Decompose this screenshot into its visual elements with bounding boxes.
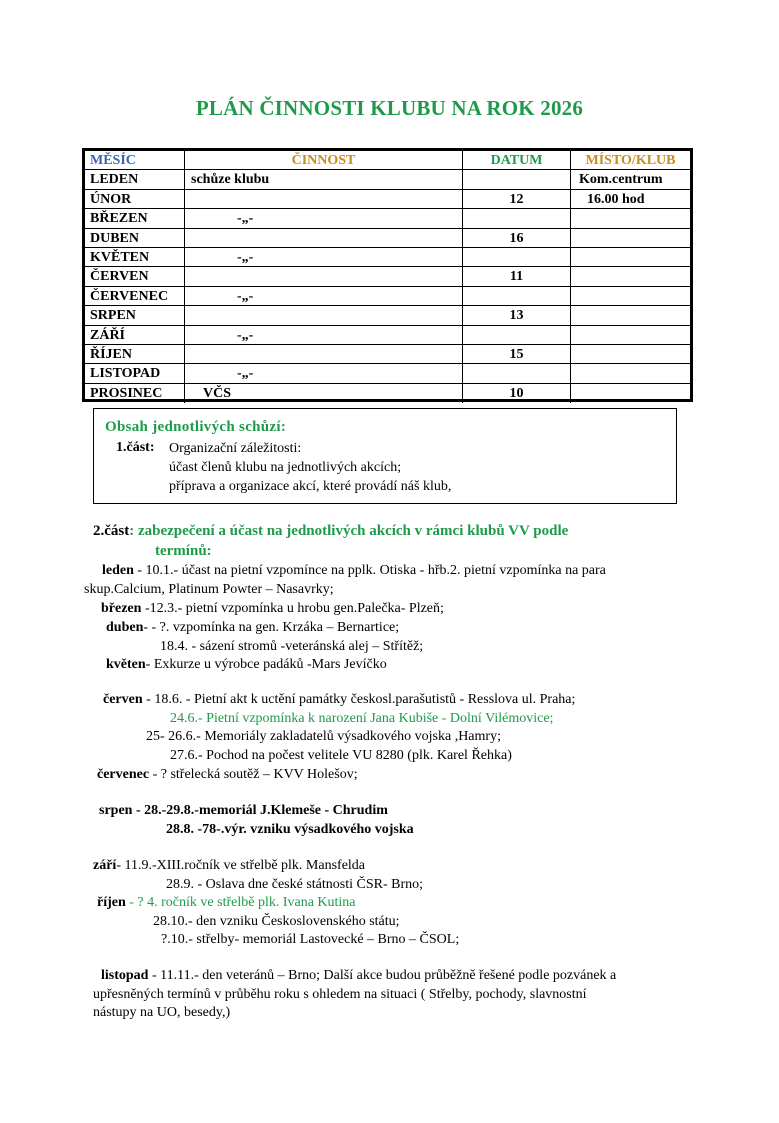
- month-cell: LISTOPAD: [85, 364, 185, 383]
- date-cell: 10: [463, 384, 571, 403]
- month-cell: ÚNOR: [85, 190, 185, 209]
- event-line-kveten: květen- Exkurze u výrobce padáků -Mars Jevíčko: [106, 657, 387, 672]
- date-cell: [463, 209, 571, 228]
- activity-cell: [185, 190, 463, 209]
- event-line-brezen: březen -12.3.- pietní vzpomínka u hrobu gen.Palečka- Plzeň;: [101, 601, 444, 616]
- activity-cell: [185, 345, 463, 364]
- event-line: 27.6.- Pochod na počest velitele VU 8280 (plk. Karel Řehka): [170, 748, 512, 763]
- place-cell: [571, 326, 690, 345]
- place-cell: [571, 267, 690, 286]
- place-cell: [571, 306, 690, 325]
- header-month: MĚSÍC: [85, 151, 185, 170]
- event-line-zari: září- 11.9.-XIII.ročník ve střelbě plk. Mansfelda: [93, 858, 366, 873]
- place-cell: Kom.centrum: [571, 170, 690, 189]
- event-line: 24.6.- Pietní vzpomínka k narození Jana Kubiše - Dolní Vilémovice;: [170, 711, 554, 726]
- contents-box: [93, 408, 677, 504]
- event-line: skup.Calcium, Platinum Powter – Nasavrky;: [84, 582, 334, 597]
- event-line-listopad: listopad - 11.11.- den veteránů – Brno; Další akce budou průběžně řešené podle pozvánek a: [101, 968, 617, 983]
- month-cell: DUBEN: [85, 229, 185, 248]
- activity-cell: [185, 267, 463, 286]
- activity-cell: -„-: [185, 326, 463, 345]
- event-line: 25- 26.6.- Memoriály zakladatelů výsadkového vojska ,Hamry;: [146, 729, 501, 744]
- place-cell: [571, 229, 690, 248]
- month-cell: ČERVEN: [85, 267, 185, 286]
- place-cell: 16.00 hod: [571, 190, 690, 209]
- table-row: [85, 306, 690, 325]
- activity-cell: -„-: [185, 364, 463, 383]
- contents-title: Obsah jednotlivých schůzí:: [105, 419, 287, 435]
- date-cell: [463, 287, 571, 306]
- date-cell: [463, 248, 571, 267]
- table-row: [85, 287, 690, 306]
- table-row: [85, 267, 690, 286]
- header-date: DATUM: [463, 151, 571, 170]
- month-cell: ČERVENEC: [85, 287, 185, 306]
- activity-cell: schůze klubu: [185, 170, 463, 189]
- table-row: [85, 170, 690, 189]
- event-line-rijen: říjen - ? 4. ročník ve střelbě plk. Ivana Kutina: [97, 895, 356, 910]
- month-cell: LEDEN: [85, 170, 185, 189]
- page-title: PLÁN ČINNOSTI KLUBU NA ROK 2026: [195, 96, 584, 120]
- part1-line: Organizační záležitosti:: [169, 441, 302, 456]
- header-activity: ČINNOST: [185, 151, 463, 170]
- activity-cell: [185, 229, 463, 248]
- table-row: [85, 345, 690, 364]
- event-line: nástupy na UO, besedy,): [93, 1005, 231, 1020]
- part1-line: příprava a organizace akcí, které provádí náš klub,: [169, 479, 452, 494]
- month-cell: ŘÍJEN: [85, 345, 185, 364]
- event-line-cerven: červen - 18.6. - Pietní akt k uctění památky českosl.parašutistů - Resslova ul. Praha;: [103, 692, 576, 707]
- month-cell: SRPEN: [85, 306, 185, 325]
- date-cell: [463, 170, 571, 189]
- month-cell: KVĚTEN: [85, 248, 185, 267]
- date-cell: 15: [463, 345, 571, 364]
- activity-cell: VČS: [185, 384, 463, 403]
- place-cell: [571, 209, 690, 228]
- plan-table: [82, 148, 693, 402]
- place-cell: [571, 248, 690, 267]
- place-cell: [571, 345, 690, 364]
- event-line-leden: leden - 10.1.- účast na pietní vzpomínce na pplk. Otiska - hřb.2. pietní vzpomínka na para: [102, 563, 606, 578]
- date-cell: [463, 364, 571, 383]
- place-cell: [571, 287, 690, 306]
- event-line: 28.10.- den vzniku Československého státu;: [153, 914, 400, 929]
- event-line: ?.10.- střelby- memoriál Lastovecké – Brno – ČSOL;: [161, 932, 460, 947]
- part2-heading: 2.část: zabezpečení a účast na jednotlivých akcích v rámci klubů VV podle: [93, 523, 569, 539]
- part1-label: 1.část:: [116, 440, 155, 455]
- event-line: 28.9. - Oslava dne české státnosti ČSR- Brno;: [166, 877, 424, 892]
- event-line: 28.8. -78-.výr. vzniku výsadkového vojska: [166, 822, 414, 837]
- month-cell: PROSINEC: [85, 384, 185, 403]
- date-cell: 13: [463, 306, 571, 325]
- activity-cell: -„-: [185, 209, 463, 228]
- table-row: [85, 209, 690, 228]
- table-row: [85, 229, 690, 248]
- date-cell: 16: [463, 229, 571, 248]
- event-line-cervenec: červenec - ? střelecká soutěž – KVV Holešov;: [97, 767, 358, 782]
- date-cell: 12: [463, 190, 571, 209]
- table-row: [85, 364, 690, 383]
- activity-cell: [185, 306, 463, 325]
- month-cell: BŘEZEN: [85, 209, 185, 228]
- table-row: [85, 326, 690, 345]
- event-line-srpen: srpen - 28.-29.8.-memoriál J.Klemeše - Chrudim: [99, 803, 388, 818]
- activity-cell: -„-: [185, 287, 463, 306]
- table-row: [85, 190, 690, 209]
- place-cell: [571, 364, 690, 383]
- table-header-row: [85, 151, 690, 170]
- month-cell: ZÁŘÍ: [85, 326, 185, 345]
- table-row: [85, 248, 690, 267]
- date-cell: [463, 326, 571, 345]
- place-cell: [571, 384, 690, 403]
- header-place: MÍSTO/KLUB: [571, 151, 690, 170]
- event-line-duben: duben- - ?. vzpomínka na gen. Krzáka – Bernartice;: [106, 620, 400, 635]
- table-row: [85, 384, 690, 403]
- part2-heading-cont: termínů:: [155, 543, 212, 559]
- date-cell: 11: [463, 267, 571, 286]
- event-line: 18.4. - sázení stromů -veteránská alej – Střítěž;: [160, 639, 424, 654]
- part1-line: účast členů klubu na jednotlivých akcích;: [169, 460, 402, 475]
- activity-cell: -„-: [185, 248, 463, 267]
- event-line: upřesněných termínů v průběhu roku s ohledem na situaci ( Střelby, pochody, slavnostní: [93, 987, 587, 1002]
